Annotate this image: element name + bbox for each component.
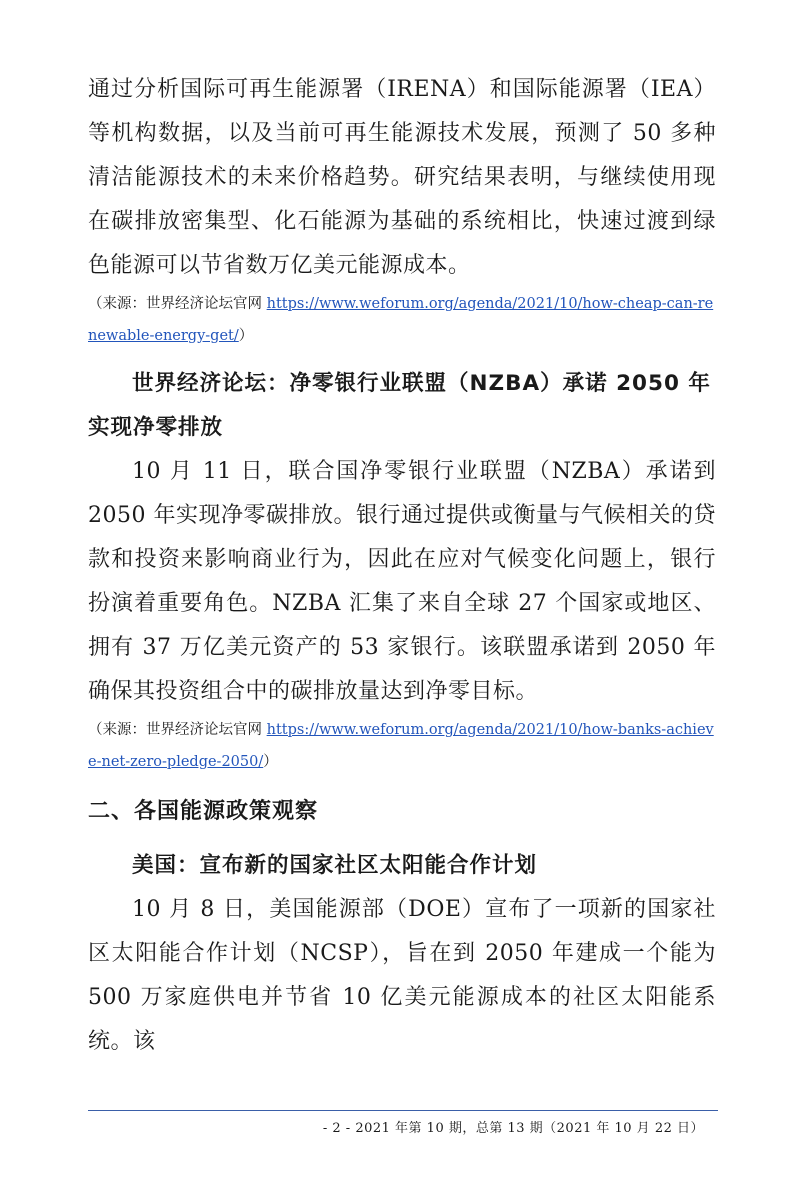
article-heading-us-solar: 美国：宣布新的国家社区太阳能合作计划 [132,853,538,878]
section-title: 二、各国能源政策观察 [88,799,319,824]
page-content [88,68,716,1064]
article-paragraph-nzba: 10 月 11 日，联合国净零银行业联盟（NZBA）承诺到 2050 年实现净零碳排放。银行通过提供或衡量与气候相关的贷款和投资来影响商业行为，因此在应对气候变化问题上，银行扮演着重要角色。NZBA 汇集了来自全球 27 个国家或地区、拥有 37 万亿美元资产的 53 家银行。该联盟承诺到 2050 年确保其投资组合中的碳排放量达到净零目标。 [88,459,716,704]
footer-divider [88,1110,718,1111]
source-suffix: ） [238,328,254,344]
source-prefix: （来源：世界经济论坛官网 [88,722,267,738]
intro-source [88,288,716,352]
source-suffix: ） [263,754,278,770]
source-link[interactable]: https://www.weforum.org/agenda/2021/10/how-banks-achieve-net-zero-pledge-2050/ [88,722,714,770]
source-link[interactable]: https://www.weforum.org/agenda/2021/10/how-cheap-can-renewable-energy-get/ [88,296,714,344]
article-paragraph-us-solar: 10 月 8 日，美国能源部（DOE）宣布了一项新的国家社区太阳能合作计划（NCSP），旨在到 2050 年建成一个能为 500 万家庭供电并节省 10 亿美元能源成本的社区太阳能系统。该 [88,897,716,1054]
page-footer: - 2 - 2021 年第 10 期，总第 13 期（2021 年 10 月 22 日） [322,1121,704,1136]
intro-paragraph: 通过分析国际可再生能源署（IRENA）和国际能源署（IEA）等机构数据，以及当前可再生能源技术发展，预测了 50 多种清洁能源技术的未来价格趋势。研究结果表明，与继续使用现在碳排放密集型、化石能源为基础的系统相比，快速过渡到绿色能源可以节省数万亿美元能源成本。 [88,77,716,278]
article-source-nzba [88,714,716,778]
article-heading-nzba: 世界经济论坛：净零银行业联盟（NZBA）承诺 2050 年实现净零排放 [88,371,711,440]
source-prefix: （来源：世界经济论坛官网 [88,296,267,312]
